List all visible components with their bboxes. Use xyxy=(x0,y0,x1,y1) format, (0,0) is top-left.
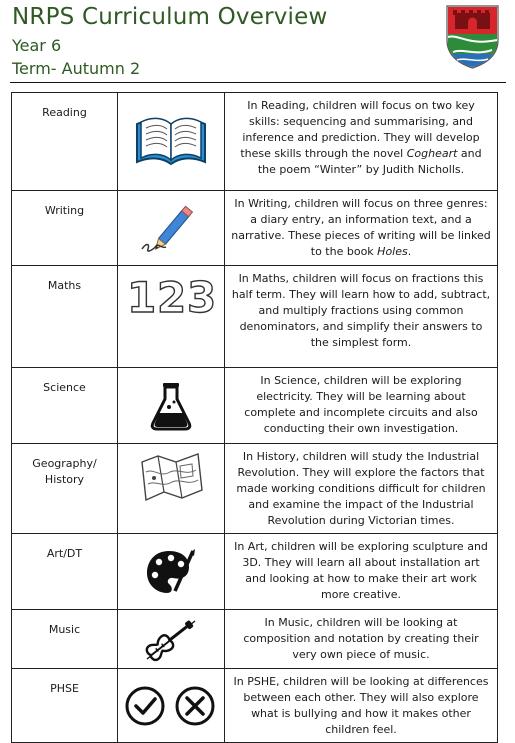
term-label: Term- Autumn 2 xyxy=(12,59,141,78)
description-cell: In Art, children will be exploring sculpture and 3D. They will learn all about installation art and looking at how to make their art work more creative. xyxy=(225,534,498,610)
subject-cell: Reading xyxy=(12,93,118,191)
description-cell: In Writing, children will focus on three genres: a diary entry, an information text, and a narrative. These pieces of writing will be linked to the book Holes. xyxy=(225,191,498,266)
year-label: Year 6 xyxy=(12,36,62,55)
subject-cell: Geography/ History xyxy=(12,444,118,534)
school-crest-icon xyxy=(445,4,500,70)
subject-cell: Music xyxy=(12,610,118,669)
table-row xyxy=(12,534,498,610)
description-cell: In Science, children will be exploring electricity. They will be learning about complete and incomplete circuits and also conducting their own investigation. xyxy=(225,368,498,444)
check-cross-icon xyxy=(123,684,219,728)
svg-text:1: 1 xyxy=(127,273,157,318)
description-cell: In History, children will study the Industrial Revolution. They will explore the factors that made working conditions difficult for children and examine the impact of the Industrial Revolution during Victorian times. xyxy=(225,444,498,534)
subject-cell: Science xyxy=(12,368,118,444)
table-row xyxy=(12,610,498,669)
subject-cell: Writing xyxy=(12,191,118,266)
description-cell: In Reading, children will focus on two key skills: sequencing and summarising, and inference and prediction. They will develop these skills through the novel Cogheart and the poem “Winter” by Judith Nicholls. xyxy=(225,93,498,191)
curriculum-table xyxy=(11,92,498,743)
table-row xyxy=(12,368,498,444)
description-cell: In PSHE, children will be looking at differences between each other. They will also explore what is bullying and how it makes other children feel. xyxy=(225,669,498,743)
table-row xyxy=(12,93,498,191)
flask-icon xyxy=(149,381,193,431)
table-row xyxy=(12,191,498,266)
table-row xyxy=(12,444,498,534)
svg-text:2: 2 xyxy=(157,273,187,318)
page-title: NRPS Curriculum Overview xyxy=(12,4,328,30)
description-cell: In Maths, children will focus on fractions this half term. They will learn how to add, subtract, and multiply fractions using common denominators, and simplify their answers to the simplest form. xyxy=(225,266,498,368)
header-divider xyxy=(10,82,506,83)
violin-icon xyxy=(139,613,203,665)
map-icon xyxy=(136,450,206,506)
svg-text:3: 3 xyxy=(187,273,217,318)
palette-icon xyxy=(145,547,197,597)
description-cell: In Music, children will be looking at composition and notation by creating their very own piece of music. xyxy=(225,610,498,669)
page-header xyxy=(0,0,515,86)
subject-cell: Art/DT xyxy=(12,534,118,610)
subject-cell: Maths xyxy=(12,266,118,368)
table-row xyxy=(12,266,498,368)
open-book-icon xyxy=(131,114,211,170)
table-row xyxy=(12,669,498,743)
pencil-icon xyxy=(136,199,206,257)
numbers-123-icon xyxy=(123,272,219,318)
subject-cell: PHSE xyxy=(12,669,118,743)
